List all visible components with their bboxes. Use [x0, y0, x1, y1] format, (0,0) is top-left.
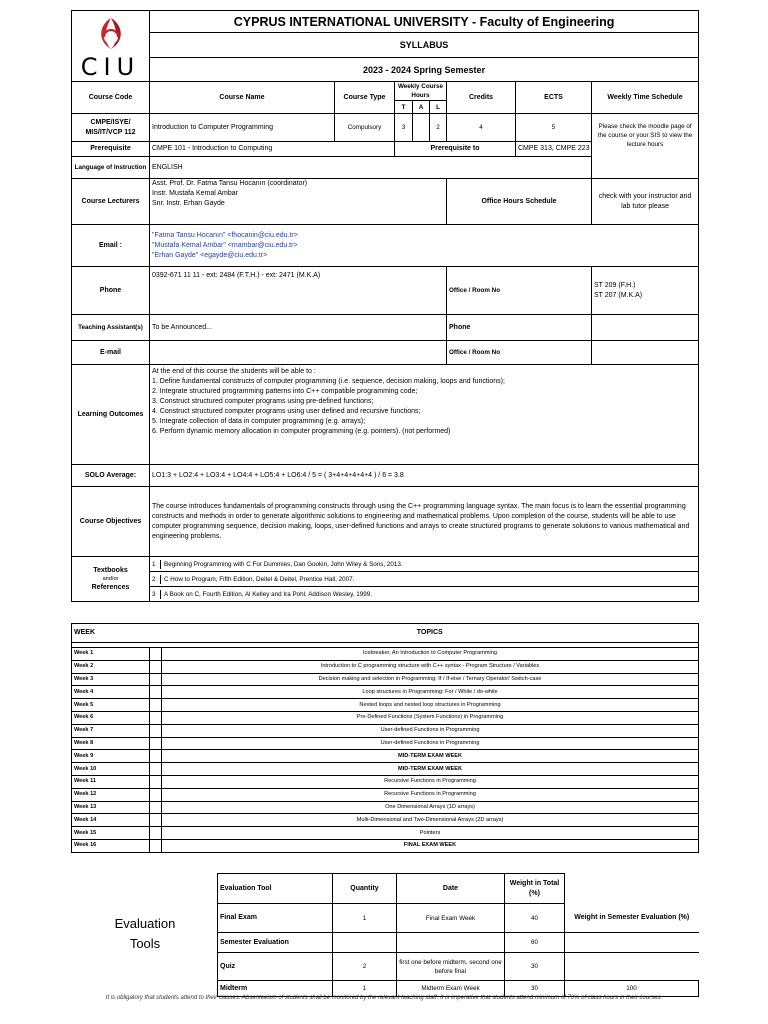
eval-weight: 40: [505, 904, 565, 933]
week-topic: Loop structures in Programming: For / While / do-while: [162, 686, 699, 699]
references-label: References: [91, 584, 130, 591]
textbook-number: 2: [152, 575, 161, 584]
week-label: Week 13: [72, 801, 150, 814]
textbook-item: C How to Program, Fifth Edition, Deitel & Deitel, Prentice Hall, 2007.: [164, 575, 355, 583]
week-row: [72, 839, 699, 852]
week-topic: FINAL EXAM WEEK: [162, 839, 699, 852]
week-row: [72, 686, 699, 699]
week-label: Week 3: [72, 673, 150, 686]
course-code: CMPE/ISYE/ MIS/IT/VCP 112: [72, 114, 150, 142]
week-topic: User-defined Functions in Programming: [162, 724, 699, 737]
ta-email-label: E-mail: [72, 341, 150, 365]
course-name-header: Course Name: [150, 82, 335, 114]
evaluation-title: [100, 914, 190, 954]
week-topic: Nested loops and nested loop structures in Programming: [162, 699, 699, 712]
week-topic: Decision making and selection in Programming: If / If-else / Ternary Operator/ Switch-case: [162, 673, 699, 686]
language-label: Language of Instruction: [72, 157, 150, 179]
week-row: [72, 750, 699, 763]
office-hours-value: check with your instructor and lab tutor please: [592, 179, 699, 225]
week-label: Week 2: [72, 660, 150, 673]
eval-sem-weight-header: Weight in Semester Evaluation (%): [565, 904, 699, 933]
eval-date: first one before midterm, second one before final: [397, 953, 505, 981]
week-row: [72, 737, 699, 750]
eval-weight-header: Weight in Total (%): [505, 874, 565, 904]
prerequisite-label: Prerequisite: [72, 142, 150, 157]
ciu-logo-icon: [93, 15, 129, 53]
learning-outcome-line: 3. Construct structured computer programs using pre-defined functions;: [152, 398, 374, 405]
prerequisite-to-label: Prerequisite to: [395, 142, 516, 157]
week-topic: Recursive Functions in Programming: [162, 775, 699, 788]
week-topic: MID-TERM EXAM WEEK: [162, 763, 699, 776]
week-label: Week 10: [72, 763, 150, 776]
room-number: ST 207 (M.K.A): [594, 291, 643, 299]
t-hours: 3: [395, 114, 413, 142]
ects-value: 5: [516, 114, 592, 142]
week-label: Week 14: [72, 814, 150, 827]
week-topic: One Dimensional Arrays (1D arrays): [162, 801, 699, 814]
week-topic: MID-TERM EXAM WEEK: [162, 750, 699, 763]
phone-label: Phone: [72, 267, 150, 315]
week-row: [72, 788, 699, 801]
attendance-footer: It is obligatory that students attend to their classes. Absenteeism of students shall be monitored by the relevant teaching staff. It is imperative that students attend minimum of 70% of class hours in their courses.: [105, 995, 663, 1001]
ta-label: Teaching Assistant(s): [72, 315, 150, 341]
eval-date: Midterm Exam Week: [397, 981, 505, 997]
week-row: [72, 763, 699, 776]
textbook-number: 1: [152, 560, 161, 569]
a-header: A: [413, 101, 430, 114]
email-link[interactable]: "Fatma Tansu Hocanın" <fhocanin@ciu.edu.tr>: [152, 231, 298, 239]
lecturer-name: Asst. Prof. Dr. Fatma Tansu Hocanın (coordinator): [152, 180, 308, 187]
eval-tool: Midterm: [218, 981, 333, 997]
learning-outcome-line: 4. Construct structured computer programs using user defined and recursive functions;: [152, 408, 421, 415]
learning-outcome-line: At the end of this course the students will be able to :: [152, 368, 316, 375]
prerequisite-to-value: CMPE 313, CMPE 223: [516, 142, 592, 157]
week-row: [72, 673, 699, 686]
week-topic: Recursive Functions in Programming: [162, 788, 699, 801]
eval-quantity: 1: [333, 981, 397, 997]
document-type: SYLLABUS: [150, 33, 699, 58]
eval-quantity: [333, 933, 397, 953]
phone-value: 0392-671 11 11 - ext: 2484 (F.T.H.) - ext: 2471 (M.K.A): [150, 267, 447, 315]
language-value: ENGLISH: [150, 157, 592, 179]
lecturer-name: Snr. Instr. Erhan Gayde: [152, 200, 225, 207]
ta-office-value: [592, 341, 699, 365]
eval-tool-header: Evaluation Tool: [218, 874, 333, 904]
textbooks-and-or: and/or: [102, 576, 119, 582]
week-label: Week 9: [72, 750, 150, 763]
eval-sem-weight: [565, 953, 699, 981]
room-number: ST 209 (F.H.): [594, 281, 636, 289]
eval-quantity-header: Quantity: [333, 874, 397, 904]
eval-date-header: Date: [397, 874, 505, 904]
learning-outcome-line: 1. Define fundamental constructs of computer programming (i.e. sequence, decision making, loops and functions);: [152, 378, 505, 385]
week-header: WEEK: [72, 624, 150, 643]
week-label: Week 16: [72, 839, 150, 852]
semester-title: 2023 - 2024 Spring Semester: [150, 58, 699, 82]
week-label: Week 4: [72, 686, 150, 699]
topics-header: TOPICS: [162, 624, 699, 643]
eval-tool: Quiz: [218, 953, 333, 981]
objectives-label: Course Objectives: [72, 487, 150, 557]
ta-value: To be Announced...: [150, 315, 447, 341]
objectives-text: The course introduces fundamentals of programming constructs through using the C++ programming language syntax. The main focus is to learn the essential programming constructs and methods in order to generate algorithmic solutions to engineering and mathematical problems. Upon completion of the course, students will be able to use computer programming sequence, decision making, loops, user-defined functions and arrays to create structured programs to generate solutions to various mathematical and engineering problems.: [150, 487, 699, 557]
week-row: [72, 699, 699, 712]
week-row: [72, 711, 699, 724]
ects-header: ECTS: [516, 82, 592, 114]
learning-outcome-line: 2. Integrate structured programming patterns into C++ compatible programming code;: [152, 388, 418, 395]
week-topic: Introduction to C programming structure with C++ syntax - Program Structure / Variables: [162, 660, 699, 673]
week-label: Week 8: [72, 737, 150, 750]
logo-text: CIU: [80, 53, 141, 81]
weeks-list: [71, 647, 699, 853]
evaluation-table: [217, 873, 699, 997]
ta-phone-label: Phone: [447, 315, 592, 341]
weekly-hours-header: Weekly Course Hours: [395, 82, 447, 101]
eval-date: Final Exam Week: [397, 904, 505, 933]
solo-label: SOLO Average:: [72, 465, 150, 487]
email-link[interactable]: "Erhan Gayde" <egayde@ciu.edu.tr>: [152, 251, 268, 259]
week-topic: Multi-Dimensional and Two-Dimensional Arrays (2D arrays): [162, 814, 699, 827]
email-label: Email :: [72, 225, 150, 267]
learning-outcome-line: 6. Perform dynamic memory allocation in computer programming (e.g. pointers). (not performed): [152, 428, 451, 435]
lecturer-name: Instr. Mustafa Kemal Ambar: [152, 190, 238, 197]
syllabus-table: [71, 10, 699, 602]
ta-email-value: [150, 341, 447, 365]
schedule-value: Please check the moodle page of the course or your SIS to view the lecture hours: [592, 114, 699, 179]
eval-tool: Semester Evaluation: [218, 933, 333, 953]
textbook-item: A Book on C, Fourth Edition, Al Kelley and Ira Pohl, Addison Wesley, 1999.: [164, 590, 373, 598]
week-row: [72, 648, 699, 661]
learning-outcome-line: 5. Integrate collection of data in computer programming (e.g. arrays);: [152, 418, 366, 425]
schedule-header: Weekly Time Schedule: [592, 82, 699, 114]
prerequisite-value: CMPE 101 - Introduction to Computing: [150, 142, 395, 157]
week-label: Week 12: [72, 788, 150, 801]
week-label: Week 15: [72, 827, 150, 840]
week-row: [72, 814, 699, 827]
course-code-header: Course Code: [72, 82, 150, 114]
credits-value: 4: [447, 114, 516, 142]
email-link[interactable]: "Mustafa Kemal Ambar" <mambar@ciu.edu.tr>: [152, 241, 298, 249]
course-name: Introduction to Computer Programming: [150, 114, 335, 142]
week-label: Week 11: [72, 775, 150, 788]
textbooks-label: Textbooks: [93, 567, 128, 574]
week-label: Week 1: [72, 648, 150, 661]
office-room-label: Office / Room No: [447, 267, 592, 315]
learning-outcomes-label: Learning Outcomes: [72, 365, 150, 465]
week-row: [72, 660, 699, 673]
evaluation-title-line: Evaluation: [114, 916, 176, 931]
a-hours: [413, 114, 430, 142]
week-label: Week 6: [72, 711, 150, 724]
week-label: Week 7: [72, 724, 150, 737]
eval-weight: 30: [505, 953, 565, 981]
eval-weight: 30: [505, 981, 565, 997]
eval-tool: Final Exam: [218, 904, 333, 933]
evaluation-title-line: Tools: [129, 936, 161, 951]
eval-date: [397, 933, 505, 953]
week-row: [72, 801, 699, 814]
week-topic: User-defined Functions in Programming: [162, 737, 699, 750]
week-row: [72, 724, 699, 737]
week-topic: Pre-Defined Functions (System Functions) in Programming: [162, 711, 699, 724]
weeks-table: [71, 623, 699, 648]
eval-quantity: 2: [333, 953, 397, 981]
eval-sem-weight: [565, 933, 699, 953]
week-row: [72, 775, 699, 788]
t-header: T: [395, 101, 413, 114]
course-type-header: Course Type: [335, 82, 395, 114]
week-topic: Pointers: [162, 827, 699, 840]
eval-quantity: 1: [333, 904, 397, 933]
textbook-number: 3: [152, 590, 161, 599]
university-title: CYPRUS INTERNATIONAL UNIVERSITY - Faculty of Engineering: [150, 11, 699, 33]
l-header: L: [430, 101, 447, 114]
university-logo: [72, 11, 150, 82]
credits-header: Credits: [447, 82, 516, 114]
eval-weight: 60: [505, 933, 565, 953]
course-type: Compulsory: [335, 114, 395, 142]
week-topic: Icebreaker, An Introduction to Computer Programming: [162, 648, 699, 661]
office-hours-label: Office Hours Schedule: [447, 179, 592, 225]
textbook-item: Beginning Programming with C For Dummies, Dan Gookin, John Wiley & Sons, 2013.: [164, 560, 403, 568]
ta-phone-value: [592, 315, 699, 341]
week-label: Week 5: [72, 699, 150, 712]
eval-sem-weight: 100: [565, 981, 699, 997]
week-row: [72, 827, 699, 840]
solo-value: LO1:3 + LO2:4 + LO3:4 + LO4:4 + LO5:4 + LO6:4 / 5 = ( 3+4+4+4+4+4 ) / 6 = 3.8: [150, 465, 699, 487]
ta-office-label: Office / Room No: [447, 341, 592, 365]
l-hours: 2: [430, 114, 447, 142]
lecturers-label: Course Lecturers: [72, 179, 150, 225]
